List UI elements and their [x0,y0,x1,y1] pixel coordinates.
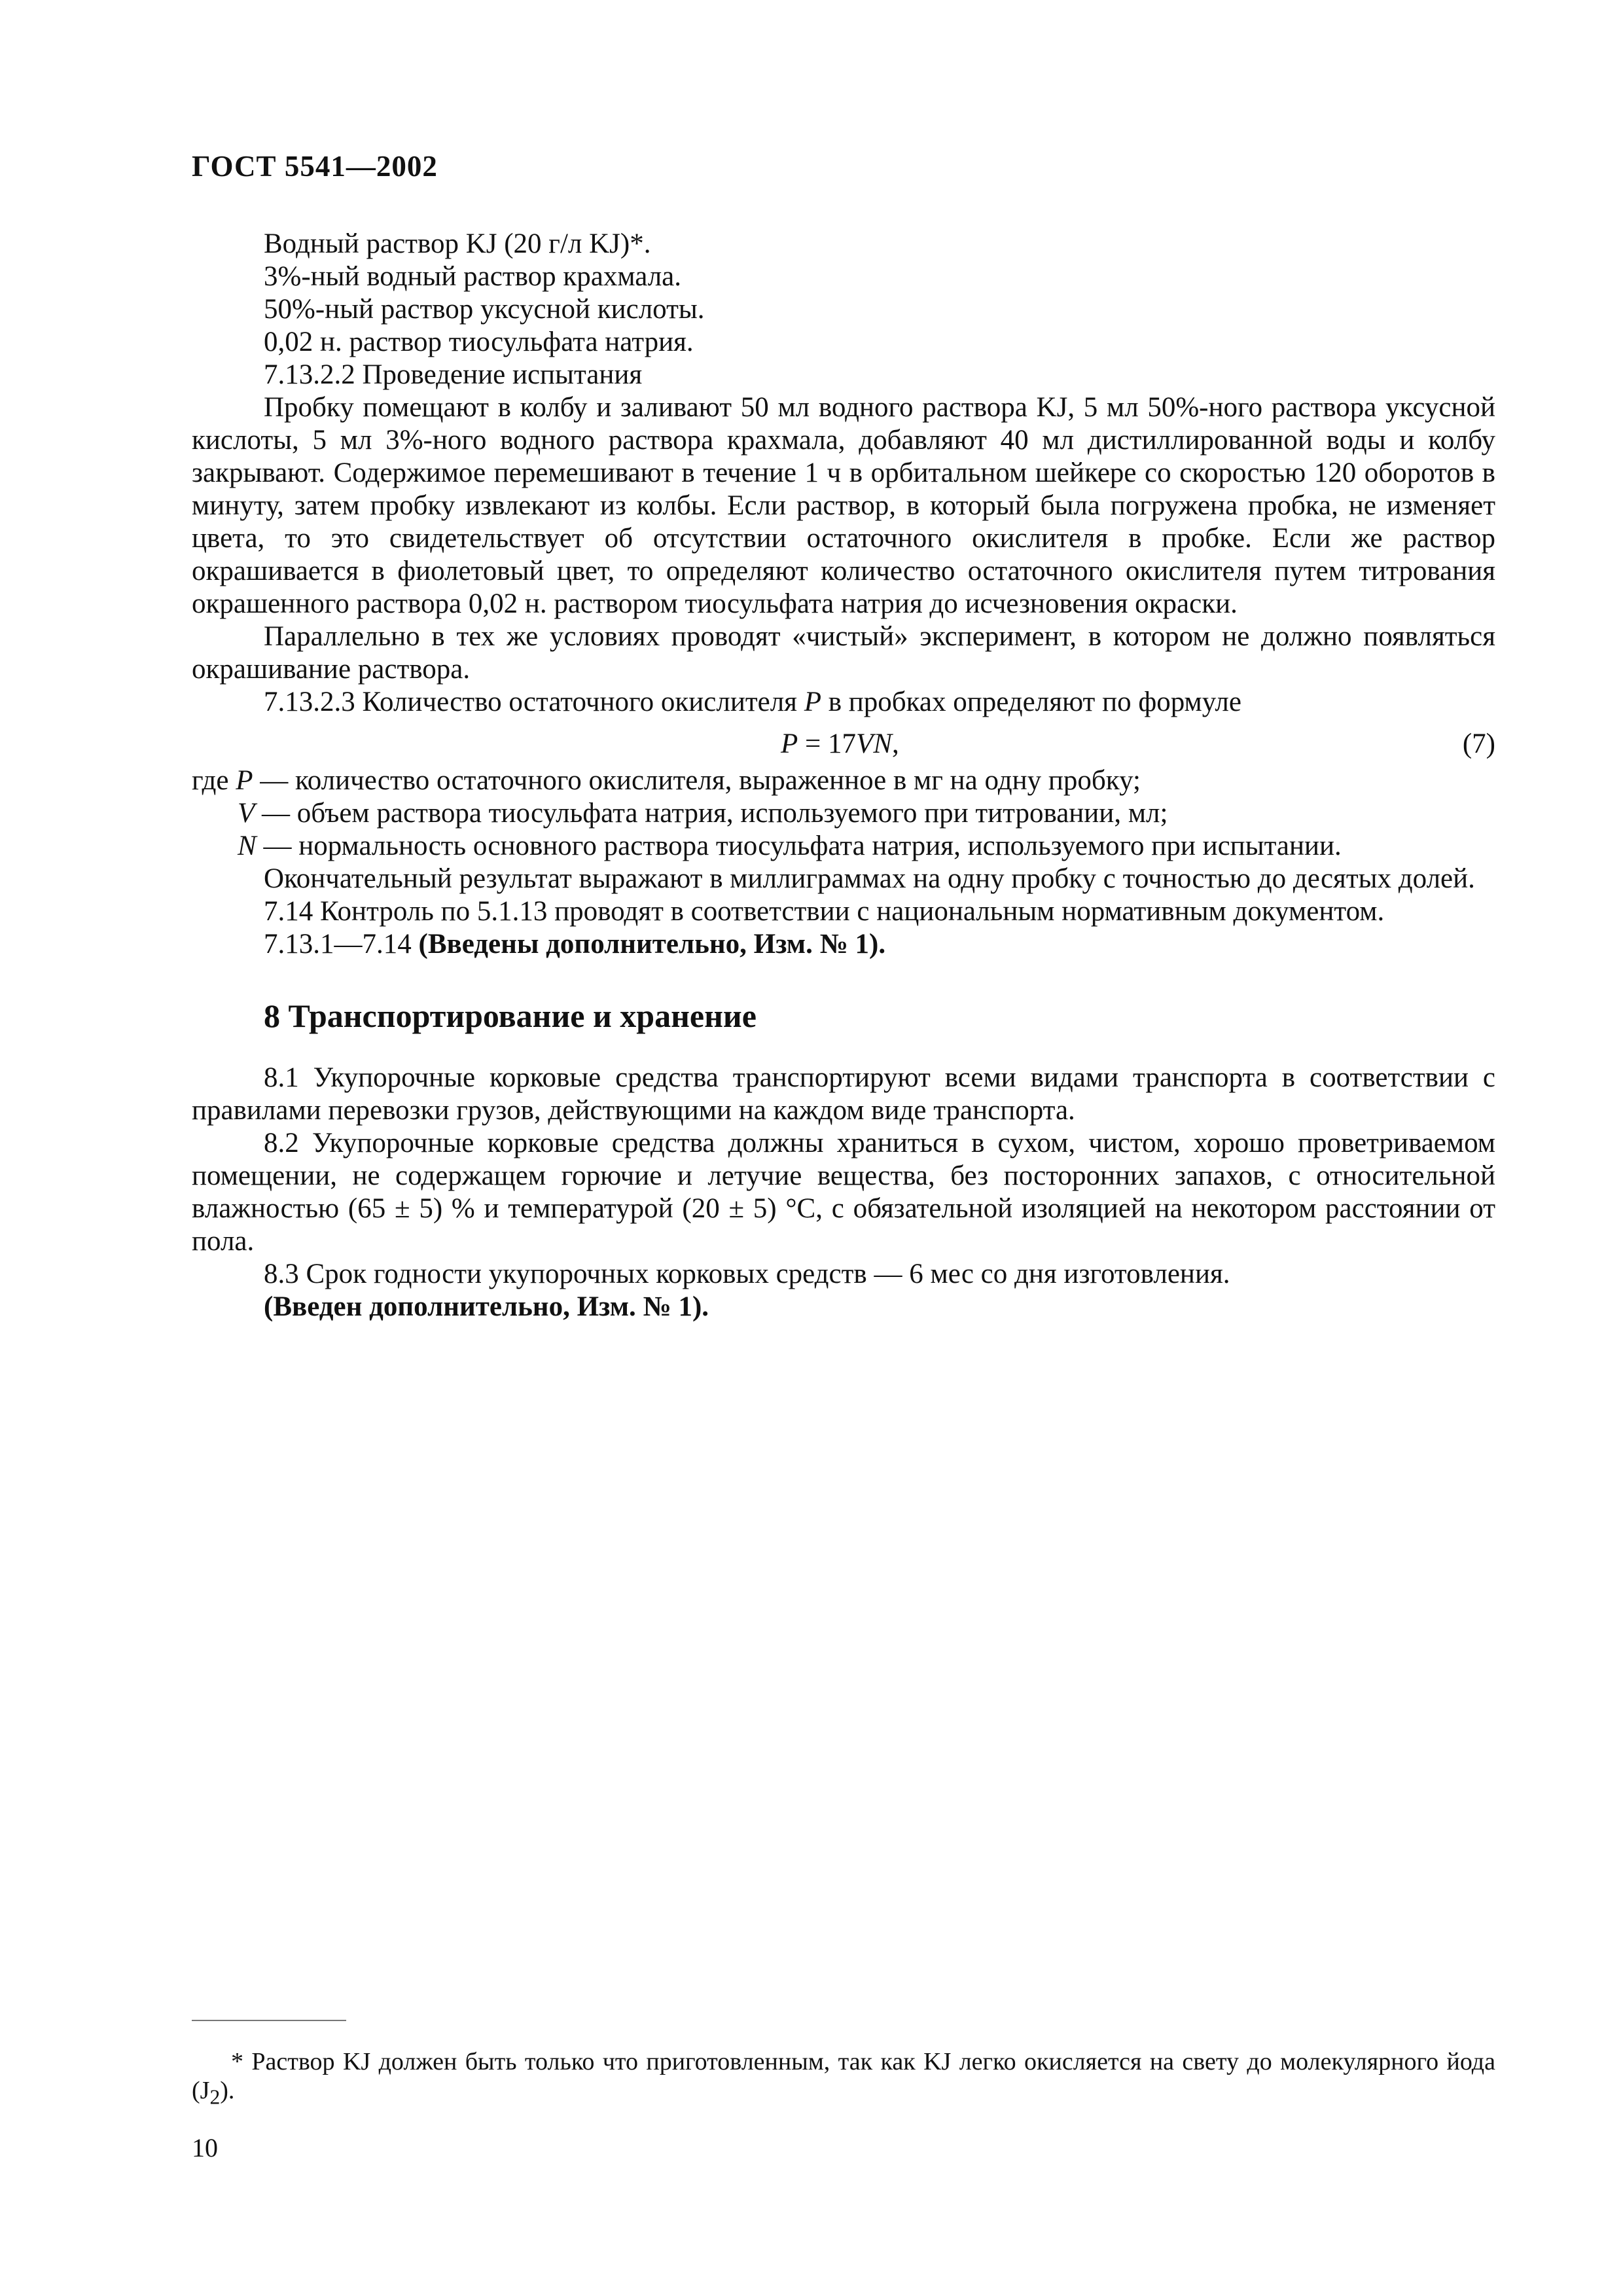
clause-formula-intro [192,686,1495,719]
clause-8-3: 8.3 Срок годности укупорочных корковых средств — 6 мес со дня изготовления. [264,1259,1230,1289]
formula-equals: = 17 [798,728,857,759]
clause-text: 7.13.2.3 Количество остаточного окислителя [264,687,797,717]
formula-tail: , [892,728,899,759]
section-heading: 8 Транспортирование и хранение [264,997,757,1034]
clause-text: в пробках определяют по формуле [828,687,1241,717]
amendment-text: (Введены дополнительно, Изм. № 1). [418,929,886,960]
where-definition: — количество остаточного окислителя, выраженное в мг на одну пробку; [260,765,1141,796]
where-symbol: P [236,765,253,796]
formula-symbol: P [804,687,821,717]
reagent-line: 0,02 н. раствор тиосульфата натрия. [264,327,694,357]
footnote-divider [192,2020,346,2021]
where-symbol: V [238,798,255,829]
footnote [192,2047,1495,2112]
document-header: ГОСТ 5541—2002 [192,150,438,183]
amendment-note: (Введен дополнительно, Изм. № 1). [264,1291,709,1322]
where-symbol: N [238,831,257,861]
formula-lhs: P [781,728,798,759]
reagent-line: 50%-ный раствор уксусной кислоты. [264,294,705,325]
footnote-subscript: 2 [209,2085,221,2109]
clause-7-14: 7.14 Контроль по 5.1.13 проводят в соответствии с национальным нормативным документом. [264,896,1385,927]
where-definition: — объем раствора тиосульфата натрия, используемого при титровании, мл; [262,798,1168,829]
footnote-text [192,2048,1495,2109]
paragraph-test-procedure: Пробку помещают в колбу и заливают 50 мл водного раствора KJ, 5 мл 50%-ного раствора уксусной кислоты, 5 мл 3%-ного водного раствора крахмала, добавляют 40 мл дистиллированной воды и колбу закрывают. Содержимое перемешивают в течение 1 ч в орбитальном шейкере со скоростью 120 оборотов в минуту, затем пробку извлекают из колбы. Если раствор, в который была погружена пробка, не изменяет цвета, то это свидетельствует об отсутствии остаточного окислителя в пробке. Если же раствор окрашивается в фиолетовый цвет, то определяют количество остаточного окислителя путем титрования окрашенного раствора 0,02 н. раствором тиосульфата натрия до исчезновения окраски. [192,392,1495,619]
formula-row [192,723,1495,762]
reagent-line: 3%-ный водный раствор крахмала. [264,261,681,292]
page-number: 10 [192,2133,218,2162]
where-row [192,830,1495,863]
document-body [192,228,1495,1323]
where-row [192,797,1495,830]
formula [781,728,899,761]
reagent-line: Водный раствор KJ (20 г/л KJ)*. [264,228,651,259]
amendment-note [192,928,1495,961]
footnote-body: * Раствор KJ должен быть только что приготовленным, так как KJ легко окисляется на свету до молекулярного йода (J [192,2048,1495,2104]
where-row [192,764,1495,797]
equation-number: (7) [1462,728,1495,759]
clause-8-2: 8.2 Укупорочные корковые средства должны храниться в сухом, чистом, хорошо проветриваемом помещении, не содержащем горючие и летучие вещества, без посторонних запахов, с относительной влажностью (65 ± 5) % и температурой (20 ± 5) °С, с обязательной изоляцией на некотором расстоянии от пола. [192,1128,1495,1257]
paragraph-parallel-experiment: Параллельно в тех же условиях проводят «чистый» эксперимент, в котором не должно появляться окрашивание раствора. [192,621,1495,685]
formula-rhs: VN [856,728,892,759]
footnote-end: ). [220,2077,235,2104]
paragraph-final-result: Окончательный результат выражают в миллиграммах на одну пробку с точностью до десятых долей. [264,863,1475,894]
clause-heading: 7.13.2.2 Проведение испытания [264,359,643,390]
where-definition: — нормальность основного раствора тиосульфата натрия, используемого при испытании. [263,831,1342,861]
clause-8-1: 8.1 Укупорочные корковые средства транспортируют всеми видами транспорта в соответствии с правилами перевозки грузов, действующими на каждом виде транспорта. [192,1062,1495,1126]
where-prefix: где [192,765,229,796]
amendment-range: 7.13.1—7.14 [264,929,419,960]
